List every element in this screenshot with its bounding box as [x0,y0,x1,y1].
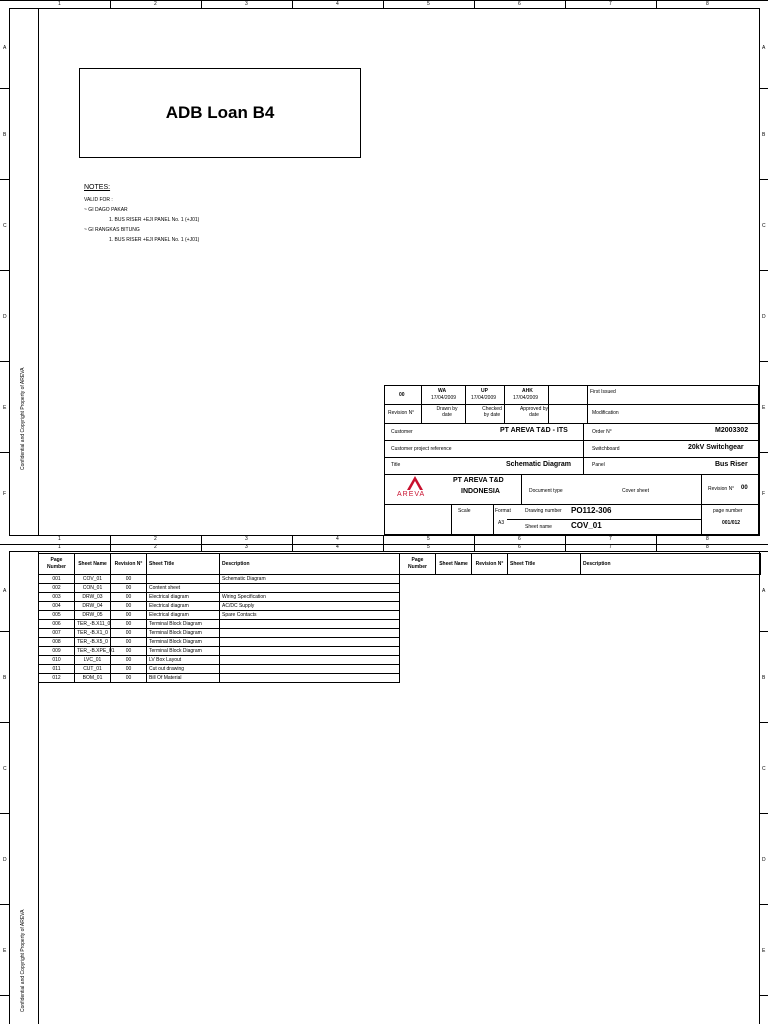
scale-label: Scale [458,508,471,514]
table-cell: 00 [111,611,147,620]
col-label: 4 [336,1,339,7]
header-revision: Revision N° [111,554,147,575]
col-label: 6 [518,536,521,542]
sheet-name-label: Sheet name [525,524,552,530]
copyright-side-text: Confidential and Copyright Property of AREVA [20,909,26,1012]
col-label: 5 [427,1,430,7]
first-issued: First Issued [590,389,616,395]
col-label: 7 [609,536,612,542]
table-row [39,674,400,683]
header-sheet-title: Sheet Title [147,554,220,575]
header-page-number: Page Number [400,554,436,575]
col-label: 3 [245,536,248,542]
project-title-box [79,68,361,158]
row-label: D [762,314,766,320]
table-cell [220,674,400,683]
table-row [39,611,400,620]
col-label: 5 [427,544,430,550]
table-cell: BOM_01 [75,674,111,683]
table-cell: Terminal Block Diagram [147,629,220,638]
panel-value: Bus Riser [715,461,748,468]
row-label: B [762,132,766,138]
table-cell: 00 [111,638,147,647]
table-cell: Cut out drawing [147,665,220,674]
modification-label: Modification [592,410,619,416]
table-cell: 010 [39,656,75,665]
table-cell: DRW_04 [75,602,111,611]
col-label: 2 [154,544,157,550]
project-ref-label: Customer project reference [391,446,452,452]
drawn-label: Drawn by date [436,406,458,418]
checked-label: Checked by date [482,406,502,418]
table-cell: 00 [111,665,147,674]
table-row [39,575,400,584]
notes-line: VALID FOR : [84,197,113,203]
company-line-2: INDONESIA [461,488,500,495]
table-row [39,647,400,656]
table-cell: 004 [39,602,75,611]
table-cell: 007 [39,629,75,638]
row-label: B [762,675,766,681]
format-value: A3 [498,520,505,526]
notes-line: 1. BUS RISER +EJI PANEL No. 1 (+J01) [109,237,200,243]
table-cell [147,575,220,584]
table-cell: DRW_03 [75,593,111,602]
table-cell: Electrical diagram [147,593,220,602]
table-cell: 008 [39,638,75,647]
notes-heading: NOTES: [84,184,111,191]
copyright-side-text: Confidential and Copyright Property of AREVA [20,367,26,470]
table-cell: CON_01 [75,584,111,593]
table-cell: 006 [39,620,75,629]
row-label: F [762,491,766,497]
table-cell: Terminal Block Diagram [147,638,220,647]
title-label: Title [391,462,401,468]
table-cell: TER_-B.X1_0 [75,629,111,638]
table-header-row [39,554,400,575]
row-label: A [762,45,766,51]
sheet-name-value: COV_01 [571,521,602,530]
col-label: 1 [58,544,61,550]
customer-label: Customer [391,429,413,435]
table-cell: Electrical diagram [147,611,220,620]
row-label: F [3,491,7,497]
areva-wordmark: AREVA [397,491,426,498]
row-label: D [762,857,766,863]
revision-no-label: Revision N° [708,486,735,492]
table-cell: 00 [111,656,147,665]
table-cell: Terminal Block Diagram [147,647,220,656]
company-line-1: PT AREVA T&D [453,477,504,484]
header-description: Description [581,554,761,575]
col-label: 4 [336,544,339,550]
table-cell: Bill Of Material [147,674,220,683]
table-cell: TER_-B.X5_0 [75,638,111,647]
row-label: C [3,223,7,229]
notes-line: 1. BUS RISER +EJI PANEL No. 1 (+J01) [109,217,200,223]
col-label: 4 [336,536,339,542]
col-label: 8 [706,1,709,7]
customer-value: PT AREVA T&D - ITS [500,427,568,434]
table-cell: 00 [111,674,147,683]
row-label: C [762,766,766,772]
row-label: E [3,948,7,954]
col-label: 3 [245,544,248,550]
page-number-label: page number [713,508,743,514]
row-label: D [3,314,7,320]
table-cell: 012 [39,674,75,683]
table-cell: Schematic Diagram [220,575,400,584]
row-label: A [3,45,7,51]
order-value: M2003302 [715,427,749,434]
row-label: E [762,405,766,411]
drawn-date: 17/04/2009 [431,395,457,401]
table-cell [220,665,400,674]
revision-no-value: 00 [741,485,748,491]
table-cell: 011 [39,665,75,674]
table-cell: 005 [39,611,75,620]
approved-label: Approved by date [519,406,549,418]
table-cell: Terminal Block Diagram [147,620,220,629]
table-cell [220,620,400,629]
table-cell [220,584,400,593]
title-value: Schematic Diagram [506,461,571,468]
areva-a-icon [407,476,423,490]
table-cell: 00 [111,584,147,593]
approved-date: 17/04/2009 [513,395,539,401]
page-number-value: 001/012 [722,520,741,526]
table-cell: 00 [111,629,147,638]
panel-label: Panel [592,462,605,468]
row-label: E [3,405,7,411]
table-cell: Electrical diagram [147,602,220,611]
table-row [39,620,400,629]
doc-type-label: Document type [529,488,563,494]
table-row [39,602,400,611]
sheet-index-table-2 [399,553,761,575]
table-cell: LV Box Layout [147,656,220,665]
table-cell [220,638,400,647]
title-block [384,385,759,535]
notes-line: ~ GI DAGO PAKAR [84,207,128,213]
table-cell: COV_01 [75,575,111,584]
notes-line: ~ GI RANGKAS BITUNG [84,227,140,233]
header-revision: Revision N° [472,554,508,575]
col-label: 5 [427,536,430,542]
table-cell: 002 [39,584,75,593]
switchboard-value: 20kV Switchgear [688,444,744,451]
row-label: C [762,223,766,229]
table-cell: 00 [111,620,147,629]
row-label: B [3,675,7,681]
table-row [39,629,400,638]
revision-label: Revision N° [388,410,415,416]
order-label: Order N° [592,429,612,435]
drawing-number-value: PO112-306 [571,506,612,515]
table-cell: TER_-B.X11_0 [75,620,111,629]
table-cell [220,629,400,638]
col-label: 1 [58,536,61,542]
project-title: ADB Loan B4 [165,103,275,122]
table-cell [220,656,400,665]
table-cell: Spare Contacts [220,611,400,620]
format-label: Format [495,508,511,514]
header-sheet-name: Sheet Name [436,554,472,575]
col-label: 8 [706,536,709,542]
areva-logo [395,476,435,502]
table-cell: 009 [39,647,75,656]
table-row [39,584,400,593]
col-label: 2 [154,1,157,7]
table-cell: 00 [111,575,147,584]
col-label: 7 [609,544,612,550]
table-cell: CUT_01 [75,665,111,674]
table-cell: 001 [39,575,75,584]
table-row [39,656,400,665]
table-row [39,665,400,674]
row-label: E [762,948,766,954]
sheet-index-table [38,553,400,683]
table-cell: TER_-B.XPE_01 [75,647,111,656]
row-label: C [3,766,7,772]
table-cell: 003 [39,593,75,602]
col-label: 7 [609,1,612,7]
switchboard-label: Switchboard [592,446,620,452]
drawing-number-label: Drawing number [525,508,562,514]
col-label: 8 [706,544,709,550]
table-cell: 00 [111,593,147,602]
table-cell: Content sheet [147,584,220,593]
col-label: 6 [518,544,521,550]
col-label: 6 [518,1,521,7]
table-row [39,638,400,647]
col-label: 1 [58,1,61,7]
table-cell [220,647,400,656]
header-page-number: Page Number [39,554,75,575]
notes-block [84,184,199,247]
approved-by: AHK [522,388,533,394]
checked-by: UP [481,388,488,394]
table-cell: Wiring Specification [220,593,400,602]
header-description: Description [220,554,400,575]
table-row [39,593,400,602]
drawn-by: WA [438,388,447,394]
rev-number: 00 [399,392,405,398]
table-cell: 00 [111,647,147,656]
row-label: B [3,132,7,138]
sheet-2-frame [0,544,768,1024]
table-header-row [400,554,761,575]
col-label: 3 [245,1,248,7]
row-label: A [762,588,766,594]
row-label: A [3,588,7,594]
table-cell: LVC_01 [75,656,111,665]
checked-date: 17/04/2009 [471,395,497,401]
table-cell: DRW_05 [75,611,111,620]
header-sheet-title: Sheet Title [508,554,581,575]
table-cell: 00 [111,602,147,611]
doc-type-value: Cover sheet [622,488,649,494]
header-sheet-name: Sheet Name [75,554,111,575]
col-label: 2 [154,536,157,542]
table-cell: AC/DC Supply [220,602,400,611]
row-label: D [3,857,7,863]
